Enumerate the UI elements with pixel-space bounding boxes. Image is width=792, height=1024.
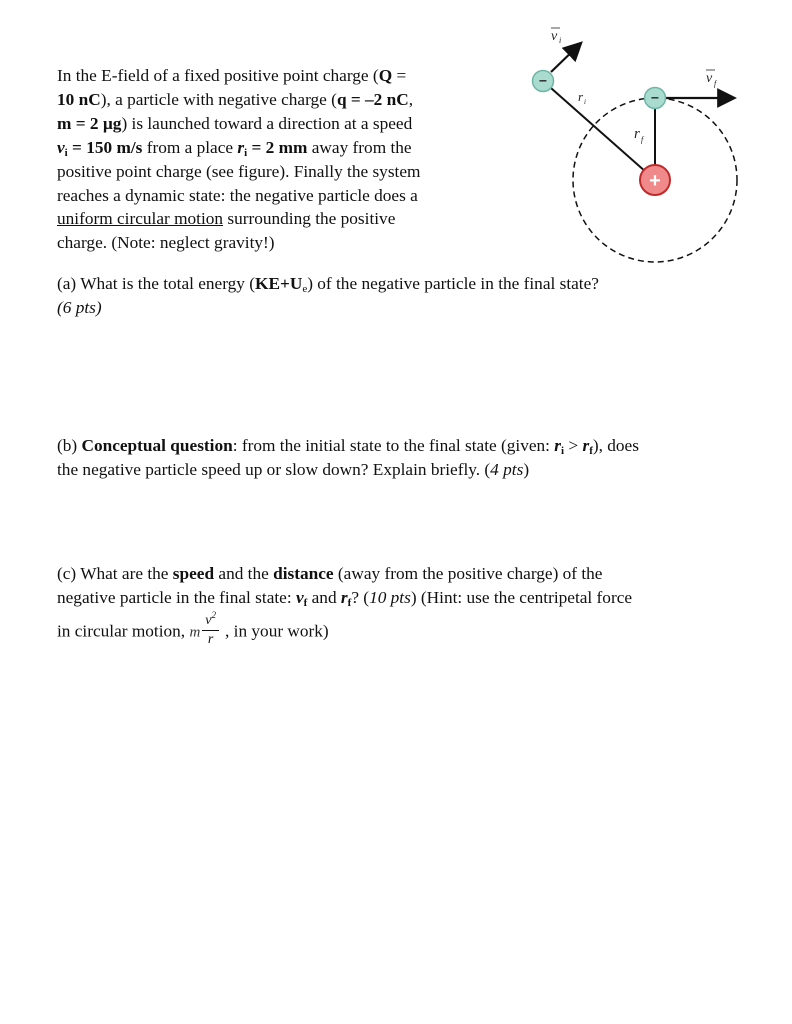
question-text: ) [523,460,530,479]
ri-subscript: i [561,445,565,457]
ri-symbol: r [237,137,245,157]
orbit-diagram [0,0,792,300]
vi-label-sub: i [559,36,562,45]
vf-symbol: v [295,588,304,607]
intro-text: surrounding the positive [223,209,396,229]
question-text: the negative particle speed up or slow down? Explain briefly. ( [57,460,491,479]
distance-term: distance [273,564,334,583]
question-text: , in your work) [225,621,329,641]
initial-negative-charge [533,71,554,92]
rf-subscript: f [589,445,593,457]
vi-label-text: v [551,29,558,44]
intro-text: away from the [307,137,412,157]
question-text: : from the initial state to the final state (given: [232,436,555,455]
question-c-line-2 [57,586,757,610]
intro-text: ) is launched toward a direction at a speed [121,113,413,133]
question-text: > [564,436,583,455]
rf-symbol: r [582,436,590,455]
question-text: and the [214,564,274,583]
ri-value: = 2 mm [247,137,308,157]
charge-Q-symbol: Q [378,66,393,85]
intro-text: from a place [142,137,238,157]
ri-symbol: r [554,436,562,455]
fraction-numerator [202,610,219,631]
question-text: and [307,588,341,607]
question-b-line-1 [57,434,757,458]
question-c [57,562,757,649]
rf-subscript: f [347,597,352,609]
question-b-points: 4 pts [490,460,524,479]
intro-text: In the E-field of a fixed positive point charge ( [57,66,379,85]
question-text: in circular motion, [57,621,190,641]
vi-label [551,28,561,45]
question-text: (c) What are the [57,564,173,583]
ri-label-text: r [578,89,584,104]
intro-text: = [392,66,407,85]
question-b-line-2 [57,458,757,482]
question-a-points: (6 pts) [57,298,102,317]
fraction-denominator: r [207,632,214,647]
question-c-line-3 [57,610,757,649]
speed-term: speed [172,564,215,583]
question-text: (a) What is the total energy ( [57,274,256,293]
charge-Q-value: 10 nC [57,89,101,109]
question-text: negative particle in the final state: [57,588,296,607]
positive-sign: + [649,170,661,192]
rf-label-text: r [634,126,640,142]
fraction-v: v [205,613,212,628]
negative-sign: − [650,89,660,106]
question-text: (away from the positive charge) of the [333,564,603,583]
mass-symbol: m [189,624,201,641]
uniform-circular-motion-term: uniform circular motion [57,209,224,229]
positive-charge [640,165,670,195]
vf-subscript: f [303,597,308,609]
ri-subscript: i [244,146,248,159]
centripetal-fraction [202,610,219,647]
vi-symbol: v [57,137,65,157]
rf-label-sub: f [641,135,644,144]
vf-label-text: v [706,71,713,86]
question-text: (b) [57,436,82,455]
energy-term: KE+U [255,274,303,293]
negative-sign: − [538,72,548,89]
final-negative-charge [645,88,666,109]
rf-label [634,126,645,144]
ri-label [578,89,586,106]
ri-label-sub: i [584,98,586,106]
question-c-points: 10 pts [369,588,411,607]
rf-symbol: r [340,588,348,607]
fraction-exponent: 2 [211,610,217,620]
question-text: ), does [592,436,639,455]
intro-text: , [408,89,414,109]
question-text: ) (Hint: use the centripetal force [410,588,633,607]
conceptual-question-label: Conceptual question [81,436,233,455]
question-c-line-1 [57,562,757,586]
question-text: ? ( [351,588,370,607]
vi-arrow [551,44,580,72]
intro-text: ), a particle with negative charge ( [100,89,337,109]
intro-line-6: reaches a dynamic state: the negative particle does a [57,185,418,205]
energy-subscript: e [302,283,308,295]
intro-line-8: charge. (Note: neglect gravity!) [57,233,275,253]
vi-value: = 150 m/s [67,137,143,157]
question-b [57,434,757,482]
question-text: ) of the negative particle in the final state? [307,274,599,293]
vf-label [706,70,718,88]
mass-value: m = 2 µg [57,113,122,133]
charge-q-value: q = –2 nC [336,89,409,109]
vi-subscript: i [64,146,68,159]
intro-line-5: positive point charge (see figure). Finally the system [57,161,421,181]
vf-label-sub: f [714,79,717,88]
